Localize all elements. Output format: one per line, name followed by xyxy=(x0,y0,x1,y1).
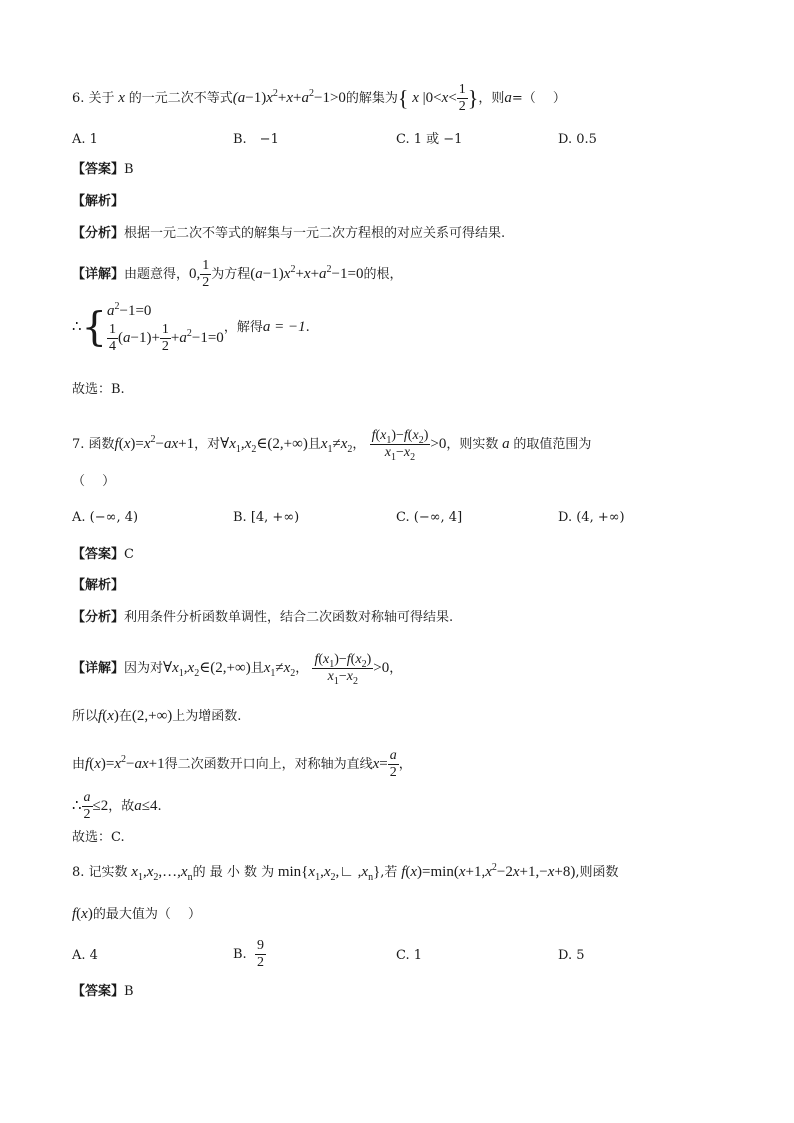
q7-line3: 由$f(x)=x^2-ax+1$得二次函数开口向上，对称轴为直线x= $\frac{a}{2}$ ， xyxy=(72,748,412,780)
q6-xiangjie: 【详解】由题意得，0, $\frac{1}{2}$ 为方程$(a-1)x^2+x+a^2-1=0$的根， xyxy=(72,258,403,290)
q6-option-c: C. 1 或 −1 xyxy=(396,132,463,147)
q6-stem: 6. 关于 x 的一元二次不等式$(a-1)x^2+x+a^2-1>0$的解集为{ x |0<x< $\frac{1}{2}$ }，则a=（ ） xyxy=(72,82,566,114)
q8-line2: f(x)的最大值为（ ） xyxy=(72,906,201,922)
q8-option-c: C. 1 xyxy=(396,948,423,963)
q6-analysis-label: 【解析】 xyxy=(72,194,125,209)
q6-system: ∴{ $a^2-1=0$ $\frac{1}{4}$ (a−1)+ $\frac{1}{2}$ $+a^2-1=0$ ，解得a = −1. xyxy=(72,301,310,354)
q7-xiangjie: 【详解】因为对$\forall x_1,x_2\in(2,+\infty)$且$x_1\ne x_2$， $\frac{f(x_1)-f(x_2)}{x_1-x_2}$ >0， xyxy=(72,652,403,687)
q8-option-a: A. 4 xyxy=(72,948,98,963)
q7-option-c: C. (−∞, 4] xyxy=(396,510,463,525)
q6-option-b: B. −1 xyxy=(233,132,279,147)
q6-option-d: D. 0.5 xyxy=(558,132,597,147)
q7-line4: ∴ $\frac{a}{2}$ ≤2，故a≤4. xyxy=(72,790,162,822)
q6-fenxi: 【分析】根据一元二次不等式的解集与一元二次方程根的对应关系可得结果. xyxy=(72,226,506,241)
frac-1-2: $\frac{1}{2}$ xyxy=(458,82,466,114)
q6-option-a: A. 1 xyxy=(72,132,98,147)
q7-analysis-label: 【解析】 xyxy=(72,578,125,593)
q7-paren: （ ） xyxy=(72,474,116,489)
q8-option-b: B. $\frac{9}{2}$ xyxy=(233,938,264,970)
q8-option-d: D. 5 xyxy=(558,948,585,963)
q7-answer: 【答案】C xyxy=(72,547,134,562)
q8-answer: 【答案】B xyxy=(72,984,134,999)
q6-answer: 【答案】B xyxy=(72,162,134,177)
q8-stem: 8. 记实数 $x_1,x_2,\dots,x_n$的 最 小 数 为 $\min\{x_1,x_2,∟$ $,x_n$},若 $f(x)=\min(x+1,x^2-2x+1,-x+8)$,则函数 xyxy=(72,862,619,883)
q7-option-a: A. (−∞, 4) xyxy=(72,510,139,525)
q7-choose: 故选：C. xyxy=(72,830,125,845)
q7-option-b: B. [4, +∞) xyxy=(233,510,300,525)
q6-choose: 故选：B. xyxy=(72,382,125,397)
q7-stem: 7. 函数$f(x)=x^2-ax+1$，对$\forall x_1,x_2\in(2,+\infty)$且$x_1\ne x_2$， $\frac{f(x_1)-f(x_2)}{x_1-x_2}$ >0，则实数 a 的取值范围为 xyxy=(72,428,592,463)
q7-fenxi: 【分析】利用条件分析函数单调性，结合二次函数对称轴可得结果. xyxy=(72,610,454,625)
q7-option-d: D. (4, +∞) xyxy=(558,510,625,525)
q7-line2: 所以f(x)在(2,+∞)上为增函数. xyxy=(72,708,242,724)
